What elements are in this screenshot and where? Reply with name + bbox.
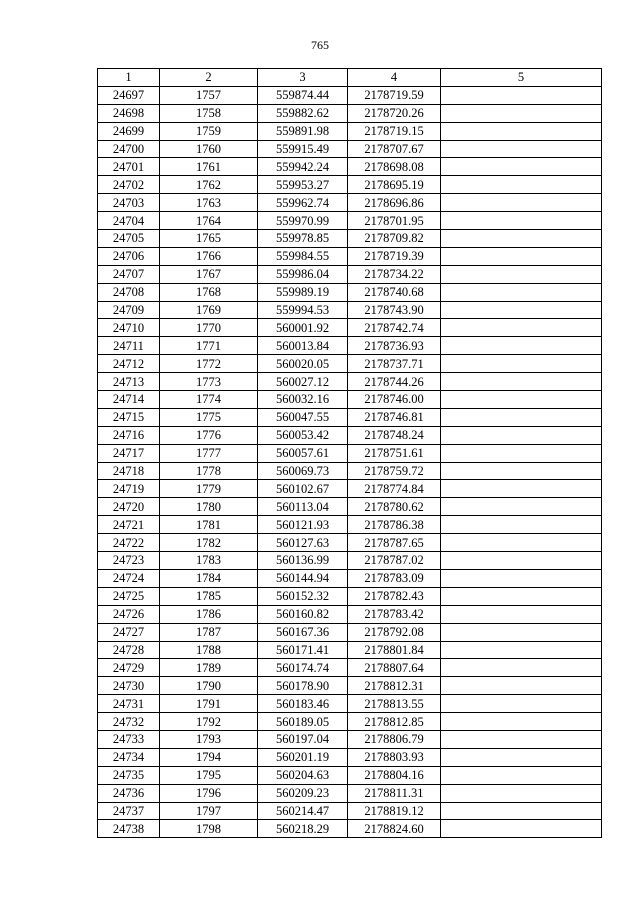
table-cell-col-5: [441, 641, 602, 659]
table-cell-col-2: 1771: [160, 337, 258, 355]
table-cell-col-1: 24721: [98, 516, 160, 534]
table-cell-col-2: 1780: [160, 498, 258, 516]
table-cell-col-1: 24715: [98, 408, 160, 426]
column-header-2: 2: [160, 69, 258, 87]
table-cell-col-3: 560209.23: [258, 784, 348, 802]
table-cell-col-5: [441, 659, 602, 677]
table-cell-col-4: 2178813.55: [348, 695, 441, 713]
table-cell-col-3: 560160.82: [258, 605, 348, 623]
column-header-3: 3: [258, 69, 348, 87]
table-row: [98, 534, 602, 552]
table-cell-col-4: 2178787.65: [348, 534, 441, 552]
table-cell-col-2: 1772: [160, 355, 258, 373]
table-cell-col-5: [441, 355, 602, 373]
table-cell-col-5: [441, 212, 602, 230]
coordinates-table: [97, 68, 602, 838]
table-cell-col-5: [441, 122, 602, 140]
table-cell-col-4: 2178782.43: [348, 587, 441, 605]
table-cell-col-1: 24722: [98, 534, 160, 552]
table-row: [98, 784, 602, 802]
table-cell-col-2: 1795: [160, 766, 258, 784]
table-cell-col-2: 1762: [160, 176, 258, 194]
table-cell-col-5: [441, 820, 602, 838]
table-cell-col-4: 2178787.02: [348, 552, 441, 570]
table-cell-col-2: 1793: [160, 730, 258, 748]
table-cell-col-5: [441, 480, 602, 498]
table-row: [98, 730, 602, 748]
table-cell-col-4: 2178743.90: [348, 301, 441, 319]
table-cell-col-1: 24708: [98, 283, 160, 301]
table-cell-col-4: 2178824.60: [348, 820, 441, 838]
table-cell-col-4: 2178783.42: [348, 605, 441, 623]
table-cell-col-2: 1794: [160, 748, 258, 766]
table-cell-col-1: 24737: [98, 802, 160, 820]
table-cell-col-2: 1791: [160, 695, 258, 713]
table-cell-col-2: 1767: [160, 265, 258, 283]
table-cell-col-5: [441, 230, 602, 248]
table-cell-col-2: 1775: [160, 408, 258, 426]
table-cell-col-3: 560020.05: [258, 355, 348, 373]
table-row: [98, 569, 602, 587]
table-cell-col-5: [441, 695, 602, 713]
table-cell-col-3: 559891.98: [258, 122, 348, 140]
table-cell-col-3: 560032.16: [258, 391, 348, 409]
table-cell-col-5: [441, 176, 602, 194]
table-row: [98, 140, 602, 158]
table-row: [98, 695, 602, 713]
table-cell-col-1: 24698: [98, 104, 160, 122]
table-header-row: [98, 69, 602, 87]
table-cell-col-2: 1757: [160, 86, 258, 104]
table-cell-col-1: 24711: [98, 337, 160, 355]
table-cell-col-3: 559882.62: [258, 104, 348, 122]
table-cell-col-4: 2178736.93: [348, 337, 441, 355]
table-cell-col-4: 2178740.68: [348, 283, 441, 301]
table-row: [98, 659, 602, 677]
table-cell-col-5: [441, 140, 602, 158]
table-cell-col-5: [441, 283, 602, 301]
table-body: [98, 86, 602, 837]
table-cell-col-3: 560218.29: [258, 820, 348, 838]
table-row: [98, 104, 602, 122]
table-cell-col-2: 1763: [160, 194, 258, 212]
table-cell-col-4: 2178811.31: [348, 784, 441, 802]
table-cell-col-1: 24717: [98, 444, 160, 462]
table-row: [98, 748, 602, 766]
table-cell-col-3: 559984.55: [258, 247, 348, 265]
table-cell-col-5: [441, 748, 602, 766]
table-cell-col-2: 1798: [160, 820, 258, 838]
table-cell-col-4: 2178709.82: [348, 230, 441, 248]
table-cell-col-2: 1766: [160, 247, 258, 265]
table-cell-col-5: [441, 408, 602, 426]
table-cell-col-2: 1779: [160, 480, 258, 498]
table-cell-col-5: [441, 534, 602, 552]
table-cell-col-3: 560189.05: [258, 713, 348, 731]
table-cell-col-1: 24727: [98, 623, 160, 641]
table-cell-col-2: 1765: [160, 230, 258, 248]
table-cell-col-3: 559942.24: [258, 158, 348, 176]
table-cell-col-1: 24706: [98, 247, 160, 265]
table-cell-col-4: 2178746.81: [348, 408, 441, 426]
table-cell-col-1: 24724: [98, 569, 160, 587]
table-row: [98, 498, 602, 516]
table-cell-col-4: 2178792.08: [348, 623, 441, 641]
table-cell-col-2: 1792: [160, 713, 258, 731]
table-row: [98, 122, 602, 140]
table-cell-col-5: [441, 587, 602, 605]
table-row: [98, 319, 602, 337]
table-cell-col-1: 24699: [98, 122, 160, 140]
table-cell-col-1: 24728: [98, 641, 160, 659]
table-cell-col-3: 560053.42: [258, 426, 348, 444]
table-cell-col-1: 24720: [98, 498, 160, 516]
table-cell-col-1: 24714: [98, 391, 160, 409]
table-cell-col-2: 1782: [160, 534, 258, 552]
table-row: [98, 158, 602, 176]
table-cell-col-4: 2178759.72: [348, 462, 441, 480]
table-row: [98, 212, 602, 230]
table-cell-col-2: 1774: [160, 391, 258, 409]
table-row: [98, 426, 602, 444]
table-cell-col-1: 24730: [98, 677, 160, 695]
table-cell-col-1: 24710: [98, 319, 160, 337]
table-cell-col-2: 1781: [160, 516, 258, 534]
table-cell-col-3: 560144.94: [258, 569, 348, 587]
table-row: [98, 641, 602, 659]
table-cell-col-5: [441, 158, 602, 176]
table-cell-col-4: 2178696.86: [348, 194, 441, 212]
table-cell-col-4: 2178701.95: [348, 212, 441, 230]
table-cell-col-3: 560214.47: [258, 802, 348, 820]
table-cell-col-3: 560201.19: [258, 748, 348, 766]
table-cell-col-1: 24729: [98, 659, 160, 677]
table-cell-col-3: 559970.99: [258, 212, 348, 230]
table-cell-col-3: 560102.67: [258, 480, 348, 498]
table-cell-col-2: 1758: [160, 104, 258, 122]
table-row: [98, 713, 602, 731]
table-cell-col-4: 2178719.59: [348, 86, 441, 104]
table-row: [98, 820, 602, 838]
table-cell-col-4: 2178719.15: [348, 122, 441, 140]
table-row: [98, 462, 602, 480]
table-cell-col-1: 24716: [98, 426, 160, 444]
table-row: [98, 516, 602, 534]
table-cell-col-1: 24723: [98, 552, 160, 570]
table-cell-col-3: 559962.74: [258, 194, 348, 212]
table-cell-col-3: 560047.55: [258, 408, 348, 426]
table-cell-col-5: [441, 713, 602, 731]
table-cell-col-5: [441, 766, 602, 784]
table-cell-col-1: 24709: [98, 301, 160, 319]
table-cell-col-1: 24703: [98, 194, 160, 212]
table-cell-col-2: 1778: [160, 462, 258, 480]
table-row: [98, 605, 602, 623]
table-cell-col-2: 1761: [160, 158, 258, 176]
table-cell-col-1: 24738: [98, 820, 160, 838]
table-cell-col-1: 24731: [98, 695, 160, 713]
table-cell-col-3: 560027.12: [258, 373, 348, 391]
table-cell-col-5: [441, 444, 602, 462]
table-row: [98, 408, 602, 426]
table-cell-col-5: [441, 86, 602, 104]
table-cell-col-1: 24719: [98, 480, 160, 498]
table-cell-col-3: 560001.92: [258, 319, 348, 337]
table-row: [98, 194, 602, 212]
table-row: [98, 337, 602, 355]
table-cell-col-5: [441, 462, 602, 480]
table-cell-col-4: 2178812.31: [348, 677, 441, 695]
table-cell-col-5: [441, 498, 602, 516]
table-cell-col-3: 560121.93: [258, 516, 348, 534]
table-cell-col-4: 2178807.64: [348, 659, 441, 677]
table-cell-col-5: [441, 730, 602, 748]
table-cell-col-4: 2178774.84: [348, 480, 441, 498]
table-row: [98, 623, 602, 641]
table-cell-col-5: [441, 319, 602, 337]
table-cell-col-2: 1797: [160, 802, 258, 820]
table-cell-col-3: 560127.63: [258, 534, 348, 552]
table-cell-col-4: 2178698.08: [348, 158, 441, 176]
table-row: [98, 766, 602, 784]
table-row: [98, 480, 602, 498]
table-cell-col-5: [441, 247, 602, 265]
table-cell-col-1: 24713: [98, 373, 160, 391]
table-cell-col-1: 24736: [98, 784, 160, 802]
table-cell-col-4: 2178812.85: [348, 713, 441, 731]
table-cell-col-5: [441, 677, 602, 695]
table-cell-col-2: 1783: [160, 552, 258, 570]
table-cell-col-1: 24702: [98, 176, 160, 194]
table-cell-col-2: 1787: [160, 623, 258, 641]
table-cell-col-3: 560178.90: [258, 677, 348, 695]
table-cell-col-5: [441, 391, 602, 409]
table-cell-col-1: 24733: [98, 730, 160, 748]
table-cell-col-1: 24726: [98, 605, 160, 623]
table-cell-col-4: 2178746.00: [348, 391, 441, 409]
table-cell-col-1: 24704: [98, 212, 160, 230]
table-cell-col-4: 2178737.71: [348, 355, 441, 373]
page-number: 765: [311, 38, 329, 52]
table-cell-col-1: 24718: [98, 462, 160, 480]
table-cell-col-4: 2178804.16: [348, 766, 441, 784]
table-cell-col-2: 1786: [160, 605, 258, 623]
table-cell-col-5: [441, 802, 602, 820]
table-row: [98, 265, 602, 283]
table-cell-col-4: 2178695.19: [348, 176, 441, 194]
table-cell-col-3: 560174.74: [258, 659, 348, 677]
table-cell-col-1: 24700: [98, 140, 160, 158]
column-header-1: 1: [98, 69, 160, 87]
table-cell-col-2: 1770: [160, 319, 258, 337]
table-cell-col-3: 559986.04: [258, 265, 348, 283]
table-cell-col-2: 1788: [160, 641, 258, 659]
table-row: [98, 86, 602, 104]
table-cell-col-4: 2178720.26: [348, 104, 441, 122]
table-cell-col-2: 1790: [160, 677, 258, 695]
table-row: [98, 677, 602, 695]
table-cell-col-5: [441, 623, 602, 641]
table-cell-col-3: 560152.32: [258, 587, 348, 605]
table-cell-col-3: 560197.04: [258, 730, 348, 748]
table-cell-col-3: 560171.41: [258, 641, 348, 659]
table-cell-col-3: 559915.49: [258, 140, 348, 158]
table-cell-col-3: 560013.84: [258, 337, 348, 355]
table-cell-col-1: 24697: [98, 86, 160, 104]
table-row: [98, 355, 602, 373]
table-cell-col-1: 24705: [98, 230, 160, 248]
table-cell-col-4: 2178783.09: [348, 569, 441, 587]
table-cell-col-5: [441, 516, 602, 534]
table-cell-col-3: 559874.44: [258, 86, 348, 104]
column-header-5: 5: [441, 69, 602, 87]
table-cell-col-1: 24707: [98, 265, 160, 283]
table-cell-col-3: 559994.53: [258, 301, 348, 319]
table-cell-col-4: 2178801.84: [348, 641, 441, 659]
table-cell-col-4: 2178751.61: [348, 444, 441, 462]
table-row: [98, 230, 602, 248]
table-cell-col-4: 2178780.62: [348, 498, 441, 516]
table-cell-col-1: 24732: [98, 713, 160, 731]
table-cell-col-4: 2178734.22: [348, 265, 441, 283]
table-cell-col-3: 560057.61: [258, 444, 348, 462]
table-row: [98, 444, 602, 462]
column-header-4: 4: [348, 69, 441, 87]
table-row: [98, 373, 602, 391]
table-cell-col-3: 560136.99: [258, 552, 348, 570]
table-row: [98, 391, 602, 409]
table-cell-col-1: 24725: [98, 587, 160, 605]
table-cell-col-4: 2178719.39: [348, 247, 441, 265]
table-cell-col-2: 1789: [160, 659, 258, 677]
table-cell-col-2: 1777: [160, 444, 258, 462]
table-cell-col-2: 1768: [160, 283, 258, 301]
table-cell-col-5: [441, 194, 602, 212]
table-row: [98, 587, 602, 605]
table-cell-col-4: 2178748.24: [348, 426, 441, 444]
table-row: [98, 247, 602, 265]
table-cell-col-1: 24735: [98, 766, 160, 784]
table-cell-col-5: [441, 337, 602, 355]
table-cell-col-3: 559989.19: [258, 283, 348, 301]
table-cell-col-5: [441, 104, 602, 122]
table-cell-col-2: 1784: [160, 569, 258, 587]
table-cell-col-3: 560167.36: [258, 623, 348, 641]
table-cell-col-1: 24701: [98, 158, 160, 176]
table-cell-col-4: 2178786.38: [348, 516, 441, 534]
table-cell-col-2: 1769: [160, 301, 258, 319]
table-cell-col-3: 560183.46: [258, 695, 348, 713]
table-cell-col-3: 559953.27: [258, 176, 348, 194]
table-cell-col-5: [441, 552, 602, 570]
table-cell-col-2: 1764: [160, 212, 258, 230]
table-cell-col-4: 2178803.93: [348, 748, 441, 766]
table-cell-col-2: 1760: [160, 140, 258, 158]
table-cell-col-5: [441, 426, 602, 444]
table-row: [98, 176, 602, 194]
table-cell-col-3: 560204.63: [258, 766, 348, 784]
table-cell-col-3: 559978.85: [258, 230, 348, 248]
table-cell-col-2: 1796: [160, 784, 258, 802]
table-cell-col-5: [441, 265, 602, 283]
table-row: [98, 552, 602, 570]
table-cell-col-5: [441, 569, 602, 587]
table-cell-col-4: 2178744.26: [348, 373, 441, 391]
table-cell-col-1: 24712: [98, 355, 160, 373]
table-cell-col-5: [441, 605, 602, 623]
table-cell-col-4: 2178806.79: [348, 730, 441, 748]
table-cell-col-5: [441, 784, 602, 802]
table-cell-col-4: 2178742.74: [348, 319, 441, 337]
table-row: [98, 283, 602, 301]
table-cell-col-1: 24734: [98, 748, 160, 766]
table-cell-col-5: [441, 301, 602, 319]
table-cell-col-4: 2178707.67: [348, 140, 441, 158]
table-cell-col-4: 2178819.12: [348, 802, 441, 820]
table-row: [98, 802, 602, 820]
table-cell-col-3: 560113.04: [258, 498, 348, 516]
table-cell-col-2: 1785: [160, 587, 258, 605]
table-cell-col-2: 1759: [160, 122, 258, 140]
table-cell-col-3: 560069.73: [258, 462, 348, 480]
table-row: [98, 301, 602, 319]
table-cell-col-2: 1773: [160, 373, 258, 391]
table-cell-col-2: 1776: [160, 426, 258, 444]
table-cell-col-5: [441, 373, 602, 391]
